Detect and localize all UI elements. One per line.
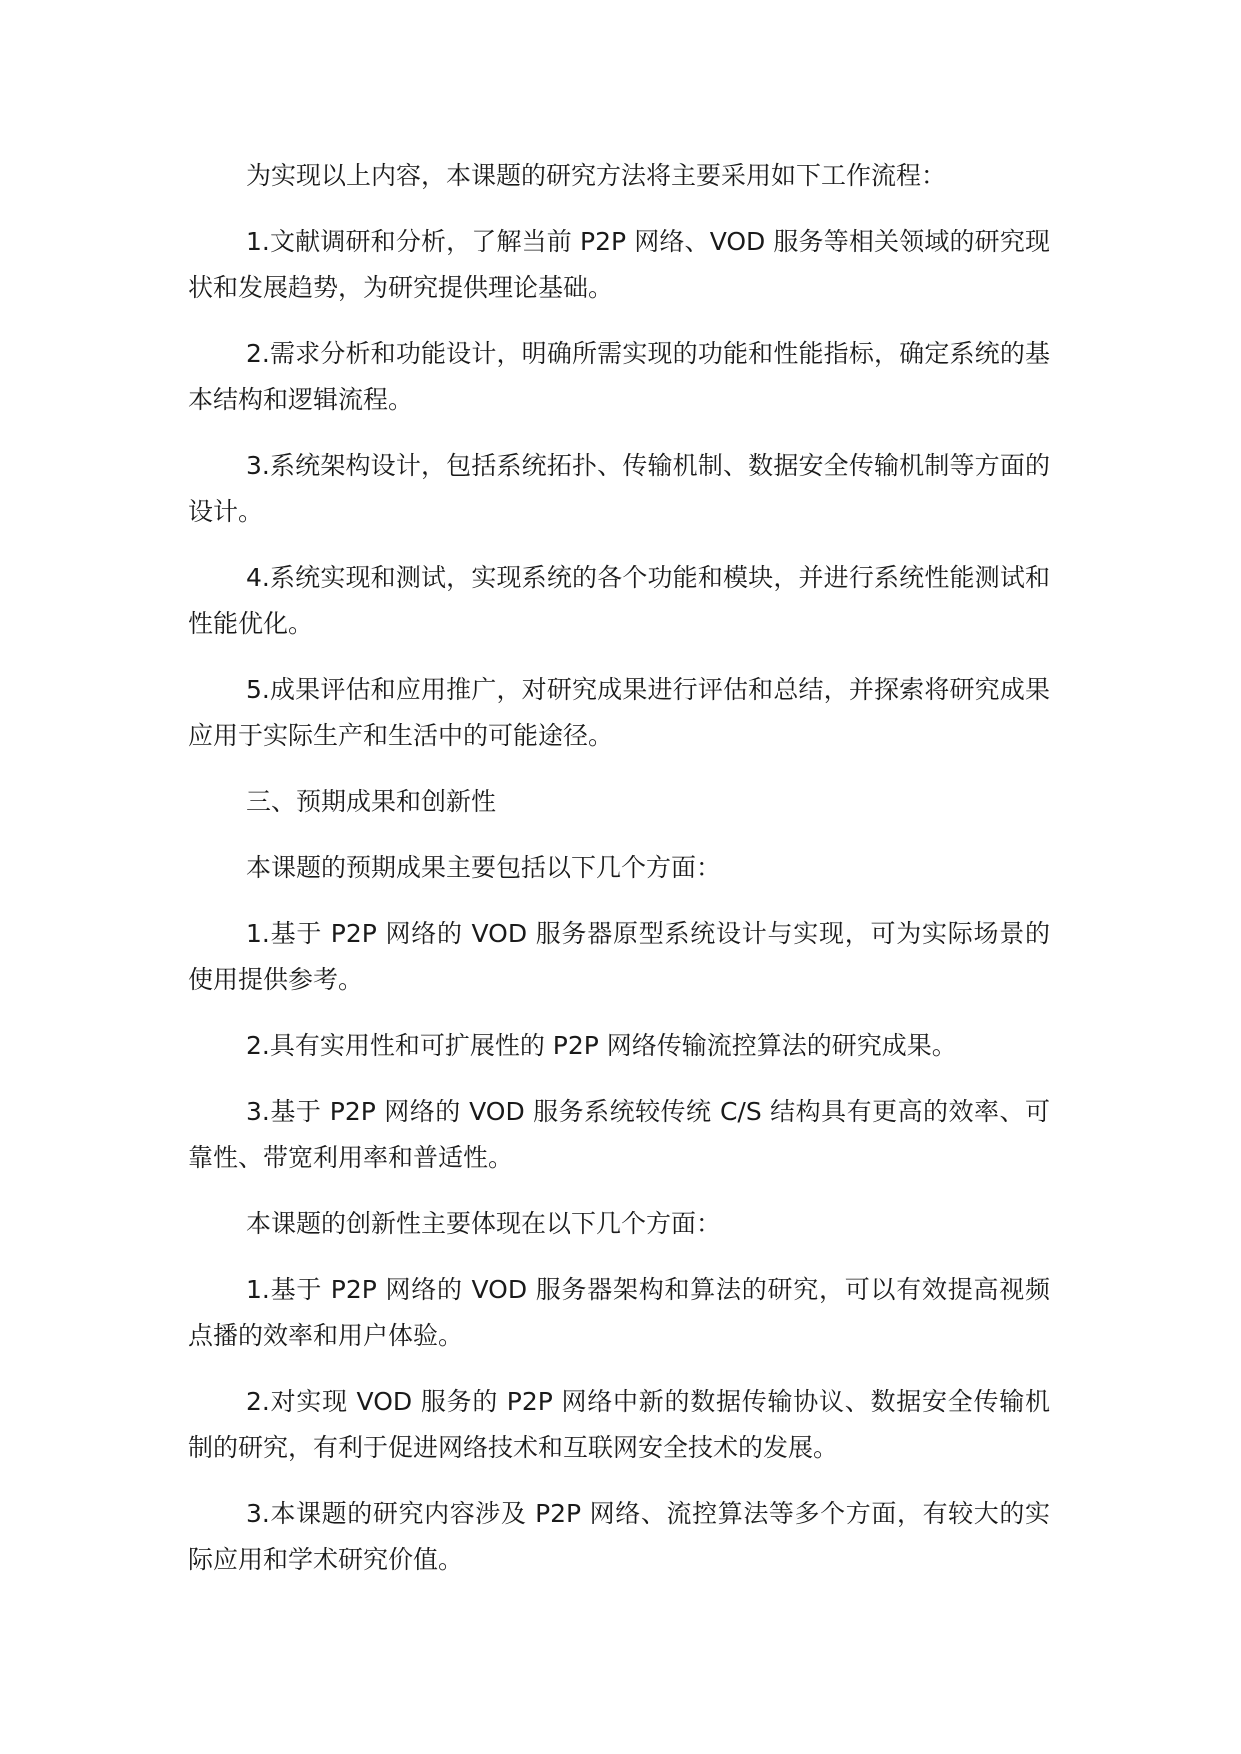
paragraph-method-step-1: 1.文献调研和分析，了解当前 P2P 网络、VOD 服务等相关领域的研究现状和发展趋势，为研究提供理论基础。 — [188, 227, 1050, 302]
paragraph-results-intro: 本课题的预期成果主要包括以下几个方面： — [246, 853, 722, 882]
paragraph-innovation-1: 1.基于 P2P 网络的 VOD 服务器架构和算法的研究，可以有效提高视频点播的效率和用户体验。 — [188, 1275, 1050, 1350]
paragraph-innovation-3: 3.本课题的研究内容涉及 P2P 网络、流控算法等多个方面，有较大的实际应用和学术研究价值。 — [188, 1499, 1050, 1574]
paragraph-method-step-4: 4.系统实现和测试，实现系统的各个功能和模块，并进行系统性能测试和性能优化。 — [188, 563, 1050, 638]
paragraph-method-step-2: 2.需求分析和功能设计，明确所需实现的功能和性能指标，确定系统的基本结构和逻辑流程。 — [188, 339, 1050, 414]
paragraph-result-1: 1.基于 P2P 网络的 VOD 服务器原型系统设计与实现，可为实际场景的使用提供参考。 — [188, 919, 1050, 994]
document-body — [188, 153, 1050, 1603]
paragraph-method-step-3: 3.系统架构设计，包括系统拓扑、传输机制、数据安全传输机制等方面的设计。 — [188, 451, 1050, 526]
paragraph-innovation-intro: 本课题的创新性主要体现在以下几个方面： — [246, 1209, 722, 1238]
paragraph-method-intro: 为实现以上内容，本课题的研究方法将主要采用如下工作流程： — [246, 161, 947, 190]
section-heading-expected-results: 三、预期成果和创新性 — [246, 787, 497, 816]
paragraph-result-2: 2.具有实用性和可扩展性的 P2P 网络传输流控算法的研究成果。 — [246, 1031, 957, 1060]
paragraph-method-step-5: 5.成果评估和应用推广，对研究成果进行评估和总结，并探索将研究成果应用于实际生产和生活中的可能途径。 — [188, 675, 1050, 750]
paragraph-innovation-2: 2.对实现 VOD 服务的 P2P 网络中新的数据传输协议、数据安全传输机制的研究，有利于促进网络技术和互联网安全技术的发展。 — [188, 1387, 1050, 1462]
paragraph-result-3: 3.基于 P2P 网络的 VOD 服务系统较传统 C/S 结构具有更高的效率、可靠性、带宽利用率和普适性。 — [188, 1097, 1050, 1172]
